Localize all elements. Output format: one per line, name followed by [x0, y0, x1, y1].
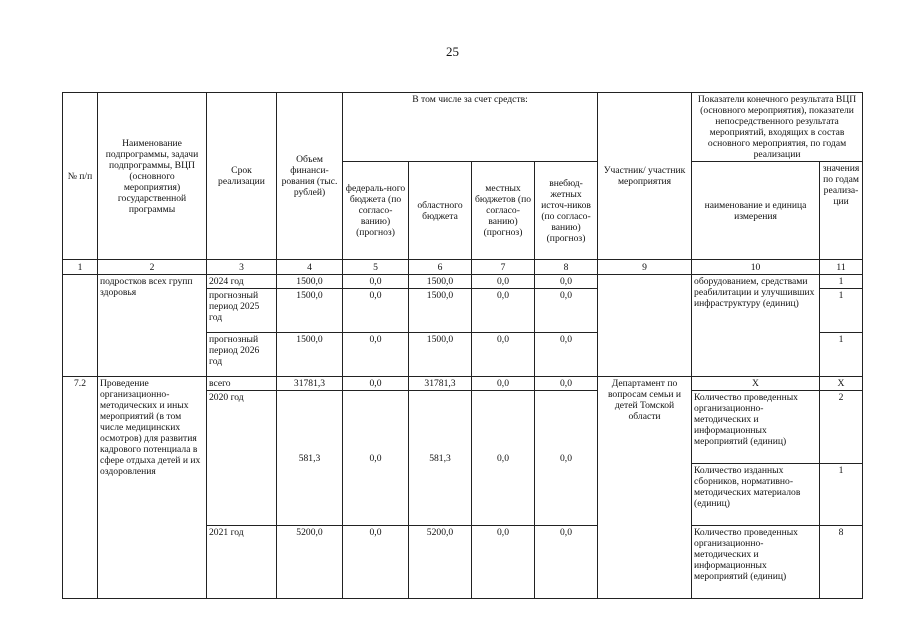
extrabudget-cell: 0,0 [535, 275, 598, 289]
header-indicator-values: значения по годам реализа-ции [820, 162, 863, 260]
federal-cell: 0,0 [343, 526, 409, 599]
regional-cell: 1500,0 [409, 289, 472, 333]
activity-name: Проведение организационно-методических и иных мероприятий (в том числе медицинских осмотров) для развития кадрового потенциала в сфере отдыха детей и их оздоровления [98, 377, 207, 599]
indicator-value: 1 [820, 333, 863, 377]
total-cell: 5200,0 [277, 526, 343, 599]
activity-name: подростков всех групп здоровья [98, 275, 207, 377]
local-cell: 0,0 [472, 377, 535, 391]
extrabudget-cell: 0,0 [535, 289, 598, 333]
header-name: Наименование подпрограммы, задачи подпрограммы, ВЦП (основного мероприятия) государственной программы [98, 93, 207, 260]
program-table [62, 92, 863, 599]
federal-cell: 0,0 [343, 333, 409, 377]
period-cell: 2020 год [207, 391, 277, 526]
participant-cell: Департамент по вопросам семьи и детей Томской области [598, 377, 692, 599]
total-cell: 581,3 [277, 391, 343, 526]
local-cell: 0,0 [472, 391, 535, 526]
regional-cell: 1500,0 [409, 333, 472, 377]
federal-cell: 0,0 [343, 377, 409, 391]
col-number: 5 [343, 260, 409, 275]
period-cell: всего [207, 377, 277, 391]
indicator-value: 8 [820, 526, 863, 599]
header-number: № п/п [63, 93, 98, 260]
local-cell: 0,0 [472, 526, 535, 599]
regional-cell: 581,3 [409, 391, 472, 526]
federal-cell: 0,0 [343, 275, 409, 289]
indicator-name: оборудованием, средствами реабилитации и улучшивших инфраструктуру (единиц) [692, 275, 820, 377]
federal-cell: 0,0 [343, 289, 409, 333]
activity-number: 7.2 [63, 377, 98, 599]
regional-cell: 5200,0 [409, 526, 472, 599]
table-row [63, 275, 863, 289]
period-cell: 2024 год [207, 275, 277, 289]
period-cell: прогнозный период 2025 год [207, 289, 277, 333]
indicator-name: Количество изданных сборников, нормативно-методических материалов (единиц) [692, 464, 820, 526]
col-number: 4 [277, 260, 343, 275]
col-number: 8 [535, 260, 598, 275]
local-cell: 0,0 [472, 289, 535, 333]
col-number: 7 [472, 260, 535, 275]
indicator-value: 1 [820, 464, 863, 526]
indicator-name: Количество проведенных организационно-методических и информационных мероприятий (единиц) [692, 391, 820, 464]
extrabudget-cell: 0,0 [535, 377, 598, 391]
period-cell: прогнозный период 2026 год [207, 333, 277, 377]
indicator-value: 1 [820, 275, 863, 289]
indicator-value: 1 [820, 289, 863, 333]
header-regional: областного бюджета [409, 162, 472, 260]
col-number: 10 [692, 260, 820, 275]
local-cell: 0,0 [472, 333, 535, 377]
indicator-value: Х [820, 377, 863, 391]
extrabudget-cell: 0,0 [535, 333, 598, 377]
header-extrabudget: внебюд-жетных источ-ников (по согласо-ванию) (прогноз) [535, 162, 598, 260]
header-funding-group: В том числе за счет средств: [343, 93, 598, 162]
federal-cell: 0,0 [343, 391, 409, 526]
header-indicators-group: Показатели конечного результата ВЦП (основного мероприятия), показатели непосредственного результата мероприятий, входящих в состав основного мероприятия, по годам реализации [692, 93, 863, 162]
period-cell: 2021 год [207, 526, 277, 599]
indicator-name: Х [692, 377, 820, 391]
column-numbers-row [63, 260, 863, 275]
col-number: 9 [598, 260, 692, 275]
table-row [63, 377, 863, 391]
total-cell: 1500,0 [277, 275, 343, 289]
header-indicator-name: наименование и единица измерения [692, 162, 820, 260]
header-federal: федераль-ного бюджета (по согласо-ванию) (прогноз) [343, 162, 409, 260]
indicator-value: 2 [820, 391, 863, 464]
local-cell: 0,0 [472, 275, 535, 289]
header-volume: Объем финанси-рования (тыс. рублей) [277, 93, 343, 260]
header-period: Срок реализации [207, 93, 277, 260]
extrabudget-cell: 0,0 [535, 526, 598, 599]
total-cell: 1500,0 [277, 289, 343, 333]
col-number: 2 [98, 260, 207, 275]
col-number: 11 [820, 260, 863, 275]
col-number: 6 [409, 260, 472, 275]
regional-cell: 31781,3 [409, 377, 472, 391]
header-participant: Участник/ участник мероприятия [598, 93, 692, 260]
header-local: местных бюджетов (по согласо-ванию) (прогноз) [472, 162, 535, 260]
indicator-name: Количество проведенных организационно-методических и информационных мероприятий (единиц) [692, 526, 820, 599]
total-cell: 1500,0 [277, 333, 343, 377]
regional-cell: 1500,0 [409, 275, 472, 289]
page-number: 25 [446, 44, 459, 59]
col-number: 1 [63, 260, 98, 275]
col-number: 3 [207, 260, 277, 275]
total-cell: 31781,3 [277, 377, 343, 391]
extrabudget-cell: 0,0 [535, 391, 598, 526]
